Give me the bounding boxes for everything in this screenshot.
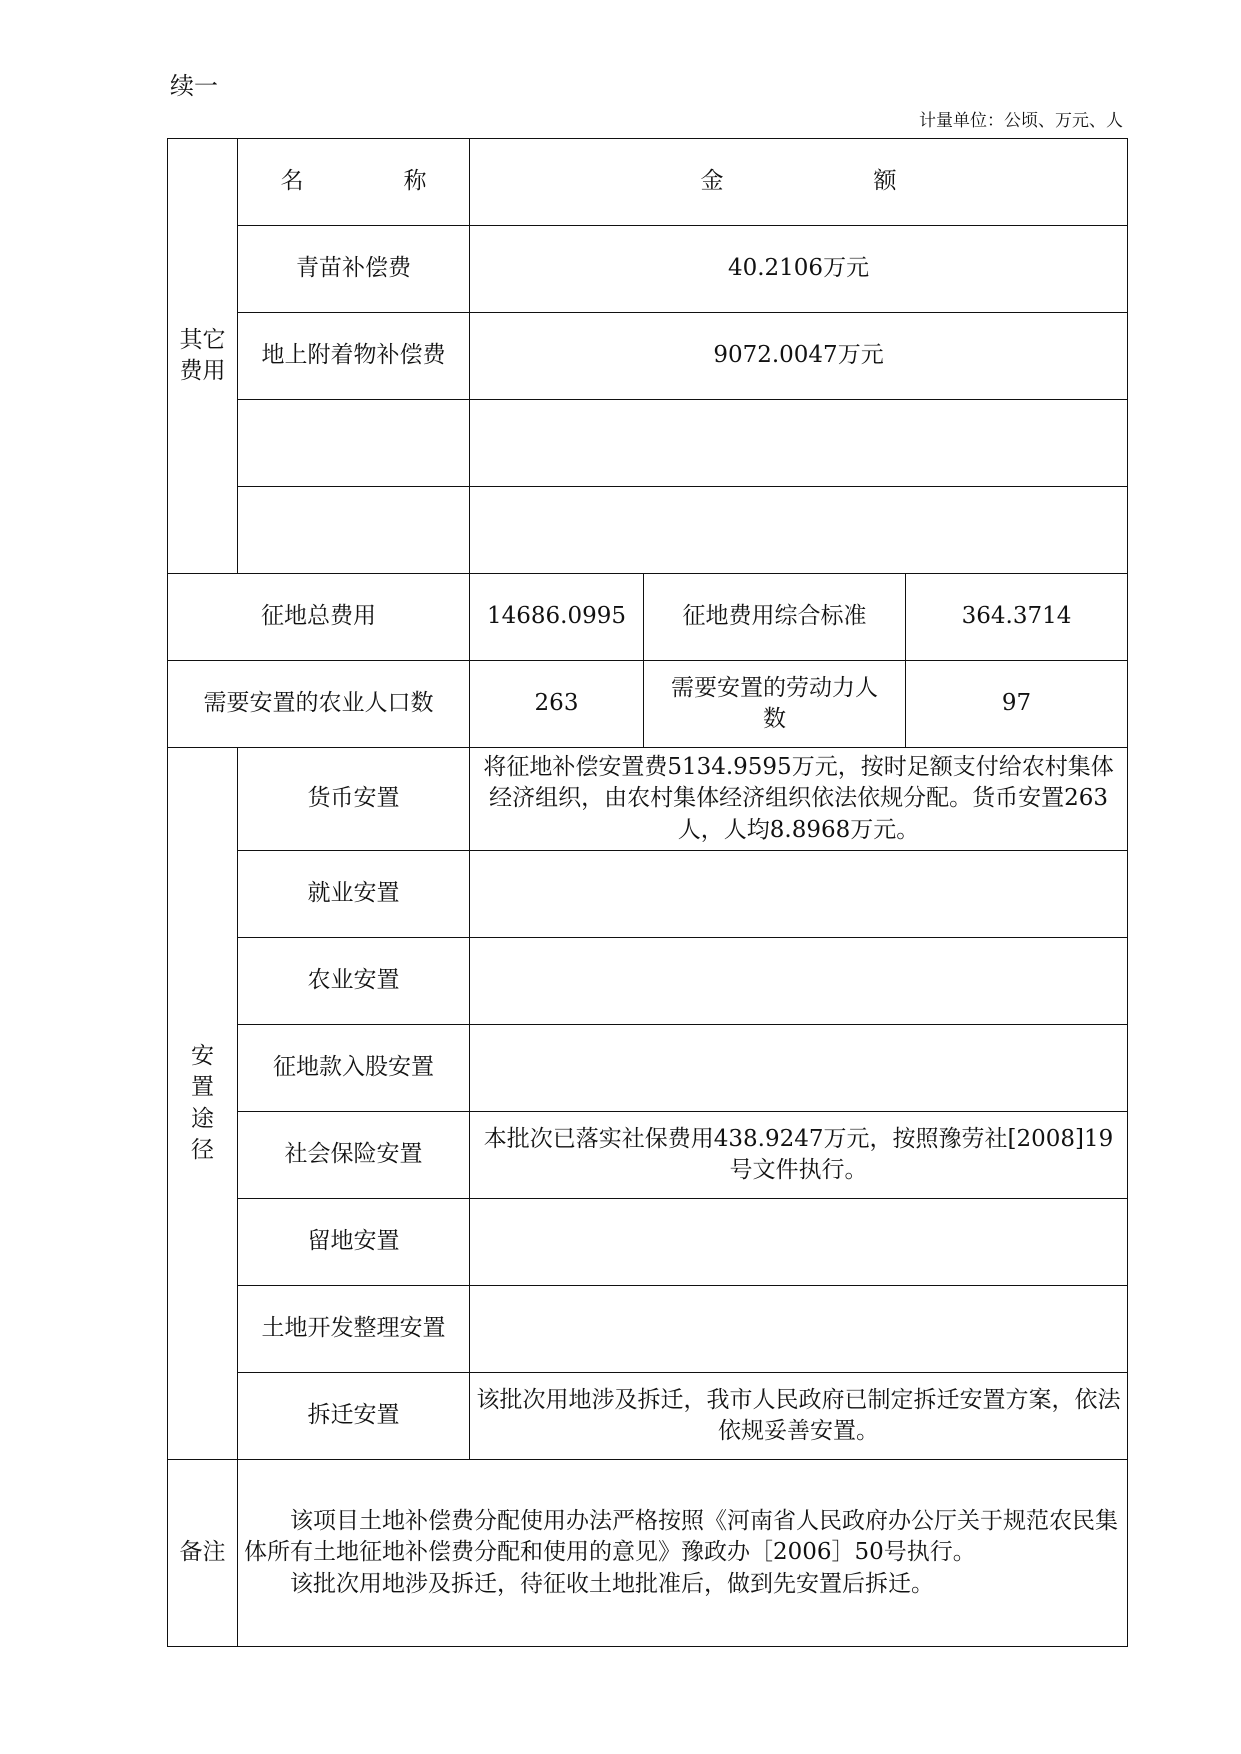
- resettlement-name: 农业安置: [238, 938, 470, 1025]
- resettlement-name: 留地安置: [238, 1199, 470, 1286]
- table-row: [168, 1286, 1128, 1373]
- table-row: [168, 574, 1128, 661]
- table-row: [168, 1373, 1128, 1460]
- standard-value: 364.3714: [906, 574, 1128, 661]
- cost-name-empty: [238, 400, 470, 487]
- labor-value: 97: [906, 661, 1128, 748]
- resettlement-content: [470, 1286, 1128, 1373]
- cost-amount: 40.2106万元: [470, 226, 1128, 313]
- cost-name: 地上附着物补偿费: [238, 313, 470, 400]
- table-row: [168, 226, 1128, 313]
- resettlement-name: 土地开发整理安置: [238, 1286, 470, 1373]
- table-row: [168, 1112, 1128, 1199]
- resettlement-content: [470, 938, 1128, 1025]
- resettlement-name: 征地款入股安置: [238, 1025, 470, 1112]
- table-row: [168, 1460, 1128, 1647]
- agri-population-value: 263: [470, 661, 644, 748]
- agri-population-label: 需要安置的农业人口数: [168, 661, 470, 748]
- table-row: [168, 938, 1128, 1025]
- table-row: [168, 487, 1128, 574]
- table-row: [168, 313, 1128, 400]
- table-row: [168, 1025, 1128, 1112]
- resettlement-name: 就业安置: [238, 851, 470, 938]
- remarks-content: [238, 1460, 1128, 1647]
- cost-amount-empty: [470, 400, 1128, 487]
- table-row: [168, 139, 1128, 226]
- resettlement-content: 将征地补偿安置费5134.9595万元，按时足额支付给农村集体经济组织，由农村集体经济组织依法依规分配。货币安置263人，人均8.8968万元。: [470, 748, 1128, 851]
- resettlement-content: [470, 851, 1128, 938]
- resettlement-content: [470, 1199, 1128, 1286]
- cost-name-empty: [238, 487, 470, 574]
- labor-label: 需要安置的劳动力人 数: [644, 661, 906, 748]
- total-cost-value: 14686.0995: [470, 574, 644, 661]
- resettlement-content: 该批次用地涉及拆迁，我市人民政府已制定拆迁安置方案，依法依规妥善安置。: [470, 1373, 1128, 1460]
- cost-amount: 9072.0047万元: [470, 313, 1128, 400]
- resettlement-label: 安 置 途 径: [168, 748, 238, 1460]
- resettlement-name: 货币安置: [238, 748, 470, 851]
- remarks-label: 备注: [168, 1460, 238, 1647]
- cost-name: 青苗补偿费: [238, 226, 470, 313]
- table-row: [168, 851, 1128, 938]
- other-costs-label: 其它 费用: [168, 139, 238, 574]
- total-cost-label: 征地总费用: [168, 574, 470, 661]
- header-name: 名 称: [238, 139, 470, 226]
- unit-note: 计量单位：公顷、万元、人: [919, 111, 1123, 131]
- resettlement-name: 拆迁安置: [238, 1373, 470, 1460]
- resettlement-content: [470, 1025, 1128, 1112]
- page-heading: 续一: [170, 72, 218, 100]
- table-row: [168, 661, 1128, 748]
- resettlement-content: 本批次已落实社保费用438.9247万元，按照豫劳社[2008]19号文件执行。: [470, 1112, 1128, 1199]
- cost-amount-empty: [470, 487, 1128, 574]
- remarks-paragraph: 该项目土地补偿费分配使用办法严格按照《河南省人民政府办公厅关于规范农民集体所有土地征地补偿费分配和使用的意见》豫政办［2006］50号执行。: [244, 1508, 1118, 1566]
- land-acquisition-table: [167, 138, 1128, 1647]
- resettlement-name: 社会保险安置: [238, 1112, 470, 1199]
- table-row: [168, 1199, 1128, 1286]
- table-row: [168, 748, 1128, 851]
- header-amount: 金 额: [470, 139, 1128, 226]
- standard-label: 征地费用综合标准: [644, 574, 906, 661]
- remarks-paragraph: 该批次用地涉及拆迁，待征收土地批准后，做到先安置后拆迁。: [290, 1570, 934, 1597]
- table-row: [168, 400, 1128, 487]
